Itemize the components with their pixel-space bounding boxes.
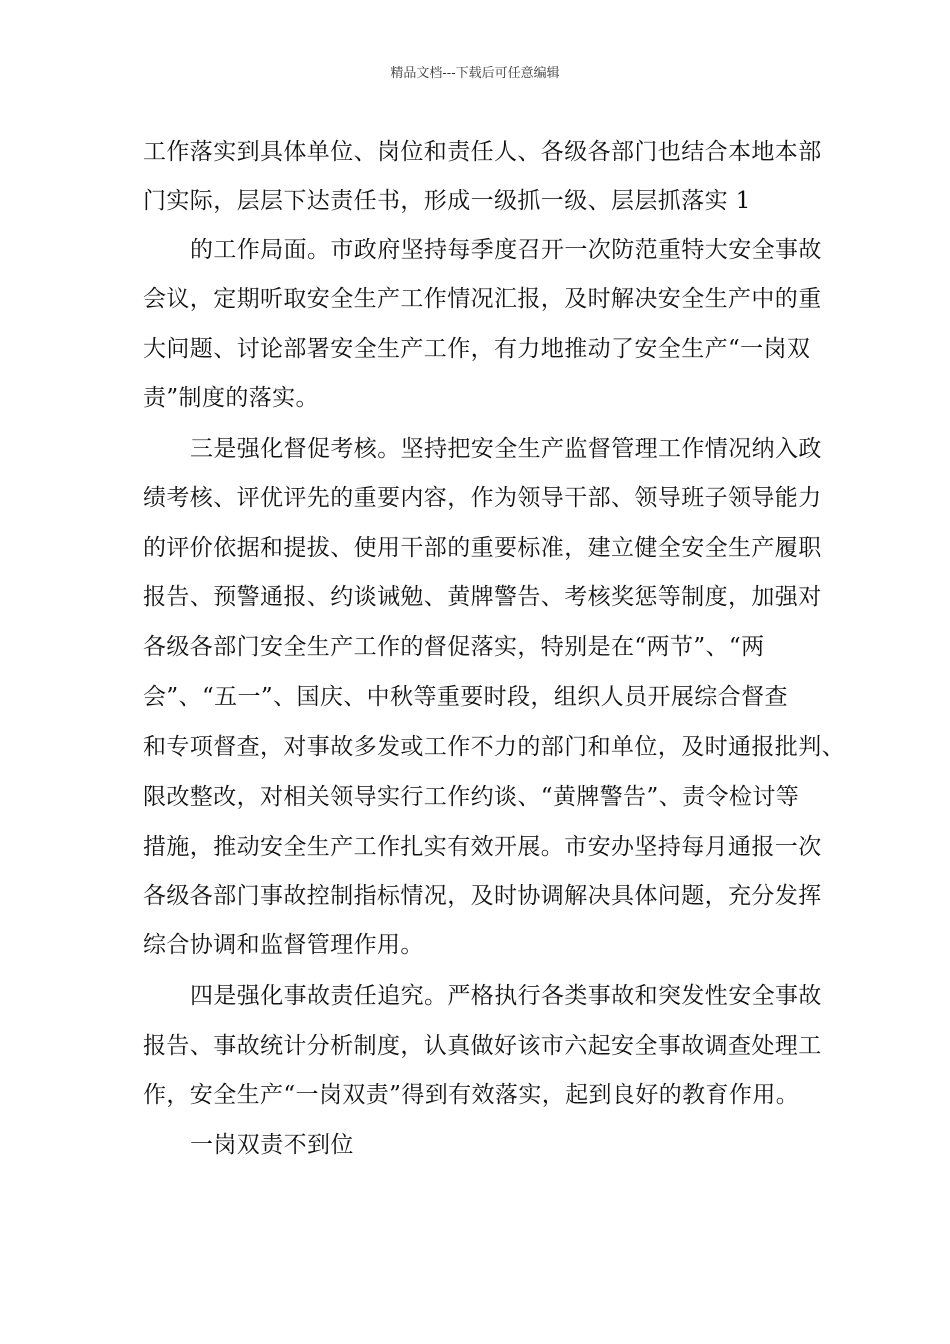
body-line: 限改整改，对相关领导实行工作约谈、“黄牌警告”、责令检讨等 (143, 784, 800, 810)
body-line: 综合协调和监督管理作用。 (143, 932, 424, 958)
body-line: 门实际，层层下达责任书，形成一级抓一级、层层抓落实 1 (143, 188, 751, 214)
body-line: 一岗双责不到位 (190, 1132, 354, 1158)
body-line: 措施，推动安全生产工作扎实有效开展。市安办坚持每月通报一次 (143, 834, 822, 860)
body-line: 的评价依据和提拔、使用干部的重要标准，建立健全安全生产履职 (143, 535, 822, 561)
body-line: 工作落实到具体单位、岗位和责任人、各级各部门也结合本地本部 (143, 139, 822, 165)
body-line: 会”、“五一”、国庆、中秋等重要时段，组织人员开展综合督查 (143, 684, 788, 710)
body-line: 四是强化事故责任追究。严格执行各类事故和突发性安全事故 (190, 983, 822, 1009)
body-line: 和专项督查，对事故多发或工作不力的部门和单位，及时通报批判、 (143, 734, 845, 760)
page-header: 精品文档---下载后可任意编辑 (390, 66, 560, 81)
body-line: 作，安全生产“一岗双责”得到有效落实，起到良好的教育作用。 (143, 1082, 800, 1108)
body-line: 报告、预警通报、约谈诫勉、黄牌警告、考核奖惩等制度，加强对 (143, 584, 822, 610)
body-line: 的工作局面。市政府坚持每季度召开一次防范重特大安全事故 (190, 237, 822, 263)
body-line: 报告、事故统计分析制度，认真做好该市六起安全事故调查处理工 (143, 1033, 822, 1059)
body-line: 各级各部门事故控制指标情况，及时协调解决具体问题，充分发挥 (143, 883, 822, 909)
body-line: 各级各部门安全生产工作的督促落实，特别是在“两节”、“两 (143, 634, 765, 660)
body-line: 大问题、讨论部署安全生产工作，有力地推动了安全生产“一岗双 (143, 336, 811, 362)
body-line: 会议，定期听取安全生产工作情况汇报，及时解决安全生产中的重 (143, 286, 822, 312)
body-line: 责”制度的落实。 (143, 385, 319, 411)
body-line: 三是强化督促考核。坚持把安全生产监督管理工作情况纳入政 (190, 436, 822, 462)
body-line: 绩考核、评优评先的重要内容，作为领导干部、领导班子领导能力 (143, 485, 822, 511)
